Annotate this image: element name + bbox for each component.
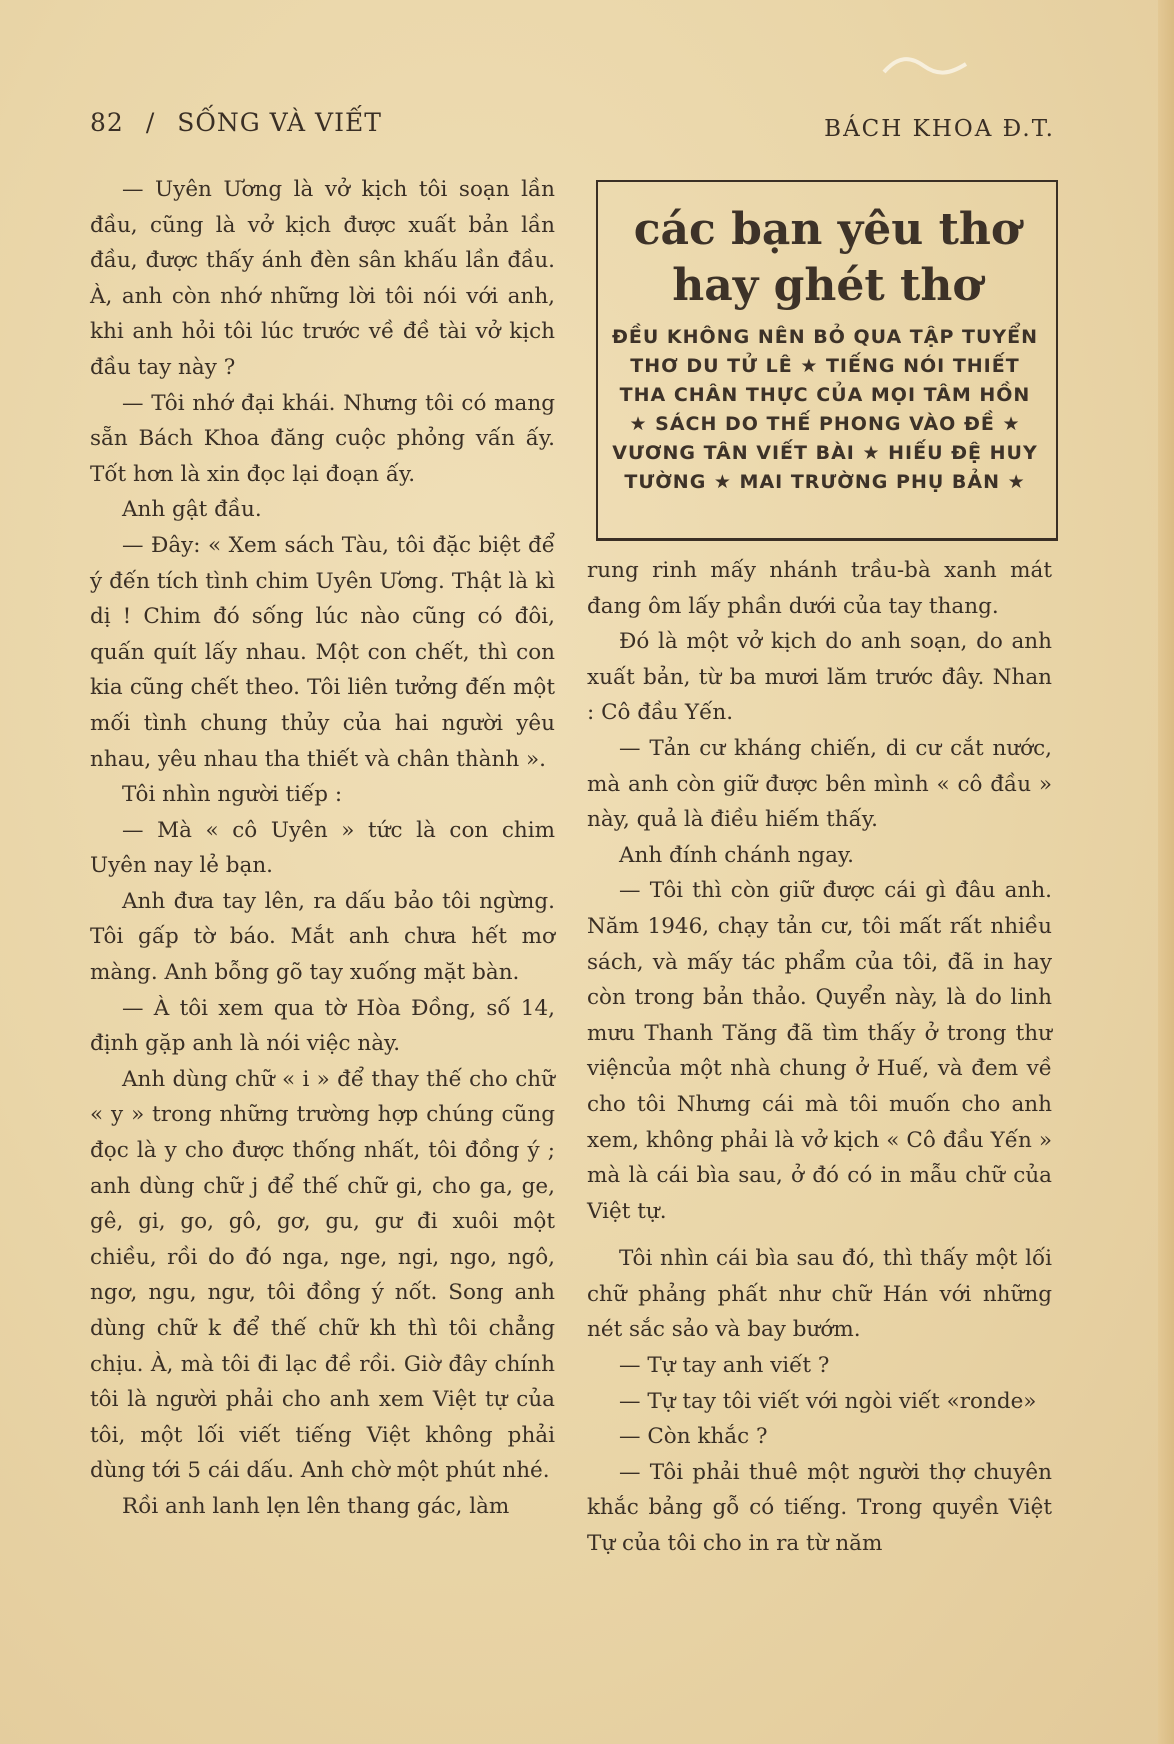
page-edge xyxy=(1158,0,1174,1744)
box-top-rule xyxy=(598,180,1056,182)
ad-title-line-2: hay ghét thơ xyxy=(672,260,982,311)
paragraph: — Tôi phải thuê một người thợ chuyên khắc bảng gỗ có tiếng. Trong quyền Việt Tự của tôi cho in ra từ năm xyxy=(587,1459,1052,1557)
paragraph: Anh đưa tay lên, ra dấu bảo tôi ngừng. Tôi gấp tờ báo. Mắt anh chưa hết mơ màng. Anh bỗng gõ tay xuống mặt bàn. xyxy=(90,888,555,986)
paragraph: — Tôi thì còn giữ được cái gì đâu anh. Năm 1946, chạy tản cư, tôi mất rất nhiều sách, và mấy tác phẩm của tôi, đã in hay còn trong bản thảo. Quyển này, là do linh mưu Thanh Tăng đã tìm thấy ở trong thư việncủa một nhà chung ở Huế, và đem về cho tôi Nhưng cái mà tôi muốn cho anh xem, không phải là vở kịch « Cô đầu Yến » mà là cái bìa sau, ở đó có in mẫu chữ của Việt tự. xyxy=(587,878,1052,1224)
paragraph: Rồi anh lanh lẹn lên thang gác, làm xyxy=(122,1493,510,1519)
paragraph: — Tôi nhớ đại khái. Nhưng tôi có mang sẵn Bách Khoa đăng cuộc phỏng vấn ấy. Tốt hơn là xin đọc lại đoạn ấy. xyxy=(90,390,555,487)
poetry-advertisement xyxy=(596,180,1058,541)
paragraph: Tôi nhìn cái bìa sau đó, thì thấy một lối chữ phảng phất như chữ Hán với những nét sắc sảo và bay bướm. xyxy=(587,1246,1052,1343)
paragraph: Anh dùng chữ « i » để thay thế cho chữ « y » trong những trường hợp chúng cũng đọc là y cho được thống nhất, tôi đồng ý ; anh dùng chữ j để thế chữ gi, cho ga, ge, gê, gi, go, gô, gơ, gu, gư đi xuôi một chiều, rồi do đó nga, nge, ngi, ngo, ngô, ngơ, ngu, ngư, tôi đồng ý nốt. Song anh dùng chữ k để thế chữ kh thì tôi chẳng chịu. À, mà tôi đi lạc đề rồi. Giờ đây chính tôi là người phải cho anh xem Việt tự của tôi, một lối viết tiếng Việt không phải dùng tới 5 cái dấu. Anh chờ một phút nhé. xyxy=(90,1066,555,1484)
paragraph: Anh gật đầu. xyxy=(122,497,262,523)
paragraph: — Uyên Ương là vở kịch tôi soạn lần đầu, cũng là vở kịch được xuất bản lần đầu, được thấy ánh đèn sân khấu lần đầu. À, anh còn nhớ những lời tôi nói với anh, khi anh hỏi tôi lúc trước về đề tài vở kịch đầu tay này ? xyxy=(90,177,555,380)
header-left xyxy=(90,108,382,137)
header-separator: / xyxy=(145,108,156,137)
page-header xyxy=(90,108,1055,148)
paragraph: Anh đính chánh ngay. xyxy=(619,842,855,868)
right-column xyxy=(587,553,1052,1562)
paragraph: — À tôi xem qua tờ Hòa Đồng, số 14, định gặp anh là nói việc này. xyxy=(90,995,555,1057)
ink-mark xyxy=(880,52,970,82)
ad-subtitle: ĐỀU KHÔNG NÊN BỎ QUA TẬP TUYỂN THƠ DU TỬ LÊ ★ TIẾNG NÓI THIẾT THA CHÂN THỰC CỦA MỌI TÂM HỒN ★ SÁCH DO THẾ PHONG VÀO ĐỀ ★ VƯƠNG TÂN VIẾT BÀI ★ HIẾU ĐỆ HUY TƯỜNG ★ MAI TRƯỜNG PHỤ BẢN ★ xyxy=(611,326,1039,493)
paragraph: — Tản cư kháng chiến, di cư cắt nước, mà anh còn giữ được bên mình « cô đầu » này, quả là điều hiếm thấy. xyxy=(587,735,1052,833)
ad-title-line-1: các bạn yêu thơ xyxy=(633,204,1021,255)
paragraph: — Mà « cô Uyên » tức là con chim Uyên nay lẻ bạn. xyxy=(90,817,555,879)
paragraph: — Đây: « Xem sách Tàu, tôi đặc biệt để ý đến tích tình chim Uyên Ương. Thật là kì dị ! Chim đó sống lúc nào cũng có đôi, quấn quít lấy nhau. Một con chết, thì con kia cũng chết theo. Tôi liên tưởng đến một mối tình chung thủy của hai người yêu nhau, yêu nhau tha thiết và chân thành ». xyxy=(90,532,555,772)
page-number: 82 xyxy=(90,108,124,137)
publication-name: BÁCH KHOA Đ.T. xyxy=(824,116,1055,142)
section-title: SỐNG VÀ VIẾT xyxy=(177,108,382,137)
paragraph: rung rinh mấy nhánh trầu-bà xanh mát đang ôm lấy phần dưới của tay thang. xyxy=(587,558,1052,619)
paragraph: — Tự tay anh viết ? xyxy=(619,1353,830,1379)
paragraph: Đó là một vở kịch do anh soạn, do anh xuất bản, từ ba mươi lăm trước đây. Nhan : Cô đầu Yến. xyxy=(587,629,1052,726)
paragraph: — Tự tay tôi viết với ngòi viết «ronde» xyxy=(619,1388,1037,1414)
paragraph: — Còn khắc ? xyxy=(619,1424,768,1450)
paragraph: Tôi nhìn người tiếp : xyxy=(122,782,343,808)
left-column xyxy=(90,172,555,1525)
ad-title xyxy=(598,202,1056,314)
